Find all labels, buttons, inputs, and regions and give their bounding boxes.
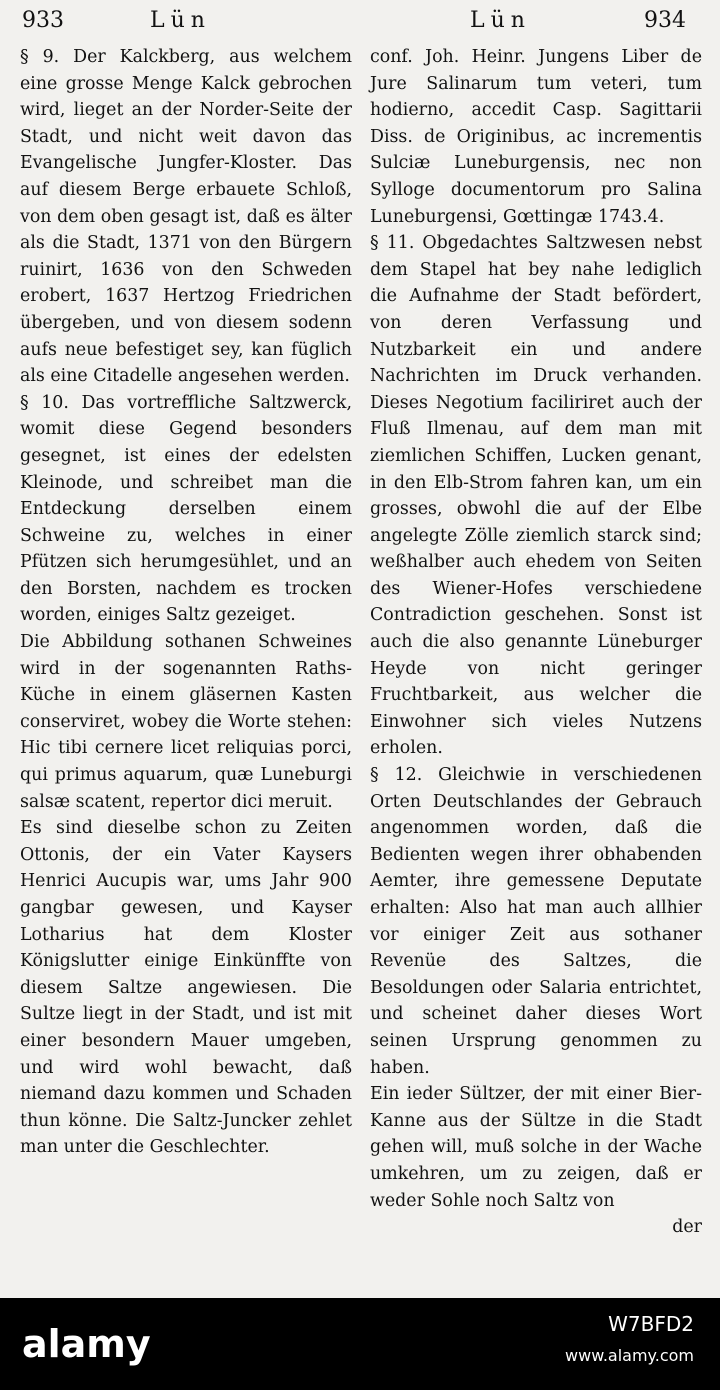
catchword: der [672, 1217, 702, 1238]
paragraph-11: § 11. Obgedachtes Saltzwesen nebst dem Stapel hat bey nahe lediglich die Aufnahme der Stadt befördert, von deren Verfassung und Nutzbarkeit ein und andere Nachrichten im Druck verhanden. Dieses Negotium faciliriret auch der Fluß Ilmenau, auf dem man mit ziemlichen Schiffen, Lucken genant, in den Elb-Strom fahren kan, um ein grosses, obwohl die auf der Elbe angelegte Zölle ziemlich starck sind; weßhalber auch ehedem von Seiten des Wiener-Hofes verschiedene Contradiction geschehen. Sonst ist auch die also genannte Lüneburger Heyde von nicht geringer Fruchtbarkeit, aus welcher die Einwohner sich vieles Nutzens erholen. [370, 233, 702, 759]
page-number-left: 933 [22, 8, 64, 33]
running-title-left: Lün [150, 8, 211, 33]
paragraph-10-c: Es sind dieselbe schon zu Zeiten Ottonis, der ein Vater Kaysers Henrici Aucupis war, ums Jahr 900 gangbar gewesen, und Kayser Lotharius hat dem Kloster Königslutter einige Einkünffte von diesem Saltze angewiesen. Die Sultze liegt in der Stadt, und ist mit einer besondern Mauer umgeben, und wird wohl bewacht, daß niemand dazu kommen und Schaden thun könne. Die Saltz-Juncker zehlet man unter die Geschlechter. [20, 818, 352, 1158]
alamy-logo: alamy [22, 1322, 151, 1366]
paragraph-12-b: Ein ieder Sültzer, der mit einer Bier-Kanne aus der Sültze in die Stadt gehen will, muß solche in der Wache umkehren, um zu zeigen, daß er weder Sohle noch Saltz von [370, 1084, 702, 1211]
paragraph-10: § 10. Das vortreffliche Saltzwerck, womit diese Gegend besonders gesegnet, ist eines der edelsten Kleinode, und schreibet man die Entdeckung derselben einem Schweine zu, welches in einer Pfützen sich herumgesühlet, und an den Borsten, nachdem es trocken worden, einiges Saltz gezeiget. [20, 392, 352, 626]
running-header [0, 8, 720, 42]
paragraph-10-b: Die Abbildung sothanen Schweines wird in der sogenannten Raths-Küche in einem gläsernen Kasten conserviret, wobey die Worte stehen: Hic tibi cernere licet reliquias porci, qui primus aquarum, quæ Luneburgi salsæ scatent, repertor dici meruit. [20, 632, 352, 812]
right-text-column [370, 44, 702, 1241]
watermark-site: www.alamy.com [565, 1346, 694, 1365]
left-text-column [20, 44, 352, 1161]
paragraph-12: § 12. Gleichwie in verschiedenen Orten Deutschlandes der Gebrauch angenommen worden, daß die Bedienten wegen ihrer obhabenden Aemter, ihre gemessene Deputate erhalten: Also hat man auch allhier vor einiger Zeit aus sothaner Revenüe des Saltzes, die Besoldungen oder Salaria entrichtet, und scheinet daher dieses Wort seinen Ursprung genommen zu haben. [370, 765, 702, 1078]
running-title-right: Lün [470, 8, 531, 33]
page-number-right: 934 [644, 8, 686, 33]
image-id: W7BFD2 [608, 1312, 694, 1336]
paragraph-reference: conf. Joh. Heinr. Jungens Liber de Jure Salinarum tum veteri, tum hodierno, accedit Casp. Sagittarii Diss. de Originibus, ac incrementis Sulciæ Luneburgensis, nec non Sylloge documentorum pro Salina Luneburgensi, Gœttingæ 1743.4. [370, 47, 702, 227]
paragraph-9: § 9. Der Kalckberg, aus welchem eine grosse Menge Kalck gebrochen wird, lieget an der Norder-Seite der Stadt, und nicht weit davon das Evangelische Jungfer-Kloster. Das auf diesem Berge erbauete Schloß, von dem oben gesagt ist, daß es älter als die Stadt, 1371 von den Bürgern ruinirt, 1636 von den Schweden erobert, 1637 Hertzog Friedrichen übergeben, und von diesem sodenn aufs neue befestiget sey, kan füglich als eine Citadelle angesehen werden. [20, 47, 352, 387]
